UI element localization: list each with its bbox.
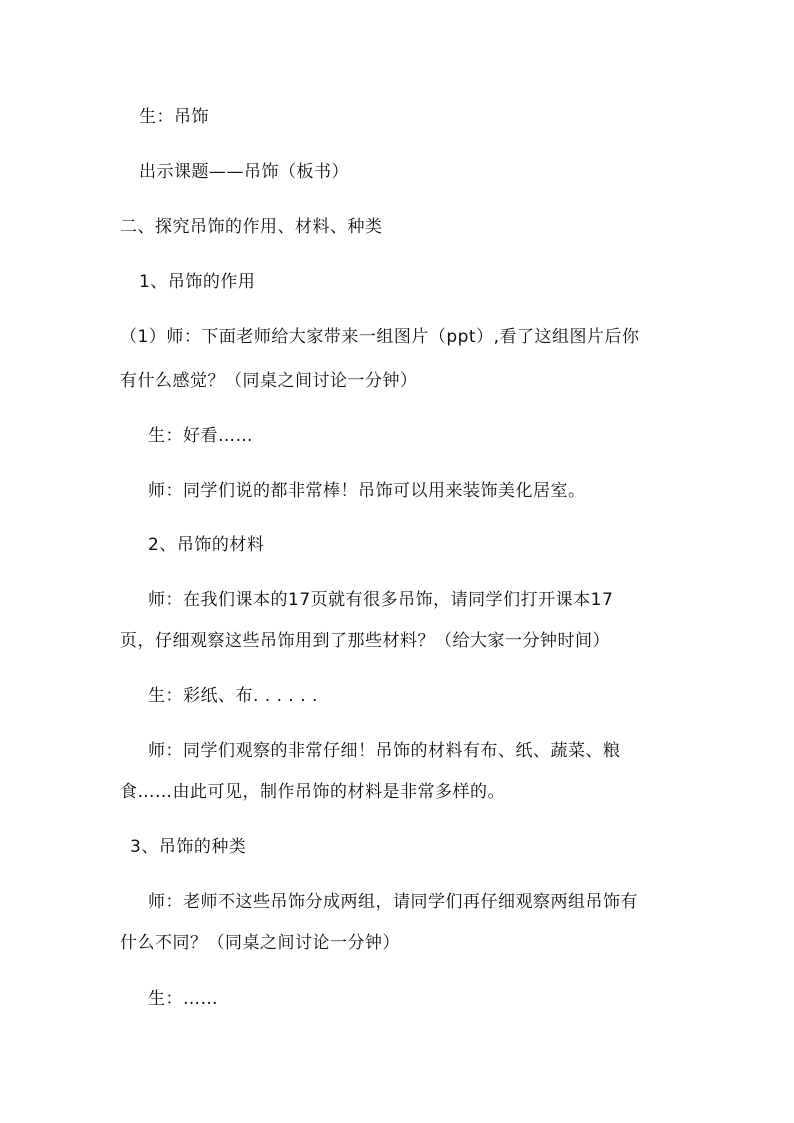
paragraph-line: 有什么感觉？（同桌之间讨论一分钟）	[120, 371, 418, 391]
paragraph-line: （1）师：下面老师给大家带来一组图片（ppt）,看了这组图片后你	[120, 327, 640, 347]
lesson-title-line: 出示课题——吊饰（板书）	[139, 162, 349, 182]
student-answer-line: 生：好看……	[148, 426, 253, 446]
paragraph-line: 师：老师不这些吊饰分成两组，请同学们再仔细观察两组吊饰有	[148, 892, 638, 912]
subsection-heading: 3、吊饰的种类	[130, 837, 247, 857]
subsection-heading: 2、吊饰的材料	[148, 535, 265, 555]
section-heading: 二、探究吊饰的作用、材料、种类	[120, 217, 383, 237]
teacher-line: 师：同学们说的都非常棒！吊饰可以用来装饰美化居室。	[148, 481, 586, 501]
paragraph-line: 师：同学们观察的非常仔细！吊饰的材料有布、纸、蔬菜、粮	[148, 741, 621, 761]
subsection-heading: 1、吊饰的作用	[139, 272, 256, 292]
student-answer-line: 生：……	[148, 989, 218, 1009]
student-answer-line: 生：彩纸、布. . . . . .	[148, 686, 318, 706]
student-answer-line: 生：吊饰	[139, 107, 209, 127]
paragraph-line: 页，仔细观察这些吊饰用到了那些材料？（给大家一分钟时间）	[120, 631, 610, 651]
paragraph-line: 食……由此可见，制作吊饰的材料是非常多样的。	[120, 782, 505, 802]
paragraph-line: 什么不同？（同桌之间讨论一分钟）	[120, 933, 400, 953]
paragraph-line: 师：在我们课本的17页就有很多吊饰，请同学们打开课本17	[148, 590, 614, 610]
